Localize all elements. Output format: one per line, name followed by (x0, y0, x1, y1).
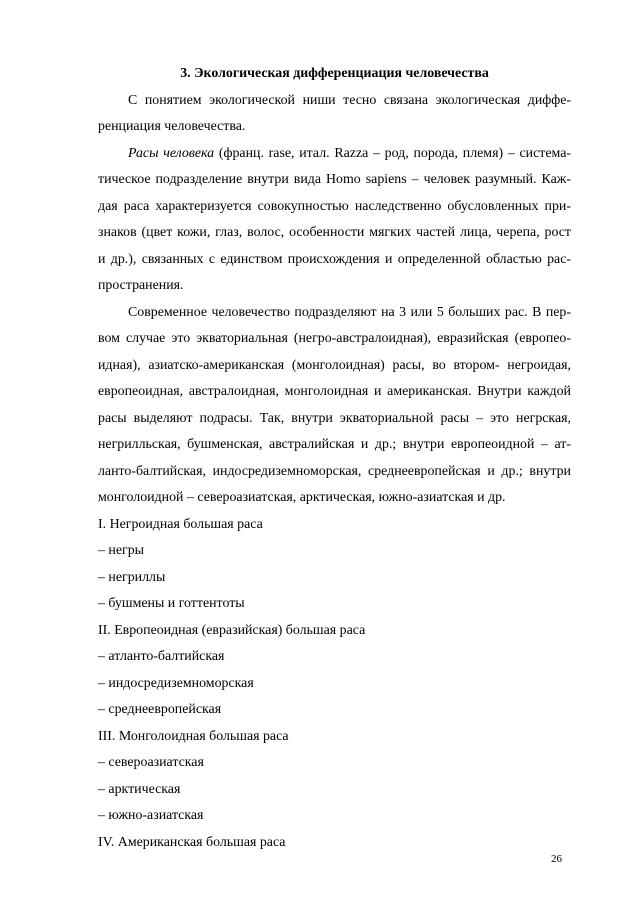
paragraph-line: С понятием экологической ниши тесно связана экологическая диффе- (128, 92, 571, 108)
paragraph-line: дая раса характеризуется совокупностью наследственно обусловленных при- (98, 198, 571, 214)
list-item: – негры (98, 543, 144, 558)
term-definition: (франц. rase, итал. Razza – род, порода, племя) – система- (214, 145, 571, 161)
section-title: 3. Экологическая дифференциация человечества (180, 66, 489, 81)
list-item: I. Негроидная большая раса (98, 516, 263, 532)
paragraph-line: негрилльская, бушменская, австралийская и др.; внутри европеоидной – ат- (98, 437, 571, 452)
list-item: – бушмены и готтентоты (98, 596, 245, 611)
paragraph-line: ренциация человечества. (98, 119, 246, 134)
paragraph-line: монголоидной – североазиатская, арктическая, южно-азиатская и др. (98, 490, 506, 505)
paragraph-line: пространения. (98, 278, 184, 293)
page-content (68, 61, 571, 856)
list-item: – атланто-балтийская (98, 649, 225, 664)
list-item: – индосредиземноморская (98, 675, 254, 691)
list-item: III. Монголоидная большая раса (98, 728, 289, 744)
list-item: – арктическая (98, 781, 181, 797)
paragraph-line: Современное человечество подразделяют на 3 или 5 больших рас. В пер- (128, 304, 571, 320)
paragraph-3 (68, 300, 571, 512)
paragraph-line (68, 141, 571, 168)
list-item: – североазиатская (98, 755, 204, 770)
paragraph-2 (68, 141, 571, 300)
paragraph-line: и др.), связанных с единством происхождения и определенной областью рас- (98, 251, 571, 267)
list-item: IV. Американская большая раса (98, 834, 286, 850)
paragraph-1 (68, 88, 571, 141)
paragraph-line: знаков (цвет кожи, глаз, волос, особенности мягких частей лица, черепа, рост (98, 225, 571, 240)
list-item: – среднеевропейская (98, 702, 222, 717)
paragraph-line: вом случае это экваториальная (негро-австралоидная), евразийская (европео- (98, 331, 571, 346)
list-item: – южно-азиатская (98, 808, 204, 823)
paragraph-line: тическое подразделение внутри вида Homo sapiens – человек разумный. Каж- (98, 172, 571, 187)
paragraph-line: расы выделяют подрасы. Так, внутри экваториальной расы – это негрская, (98, 410, 571, 426)
paragraph-line: ланто-балтийская, индосредиземноморская, среднеевропейская и др.; внутри (98, 463, 571, 479)
list-item: II. Европеоидная (евразийская) большая раса (98, 622, 366, 638)
page-number: 26 (551, 853, 562, 865)
term-races: Расы человека (128, 145, 215, 161)
list-item: – негриллы (98, 569, 166, 585)
paragraph-line: европеоидная, австралоидная, монголоидная и американская. Внутри каждой (98, 384, 571, 399)
race-list (68, 512, 571, 857)
paragraph-line: идная), азиатско-американская (монголоидная) расы, во втором- негроидая, (98, 357, 571, 373)
